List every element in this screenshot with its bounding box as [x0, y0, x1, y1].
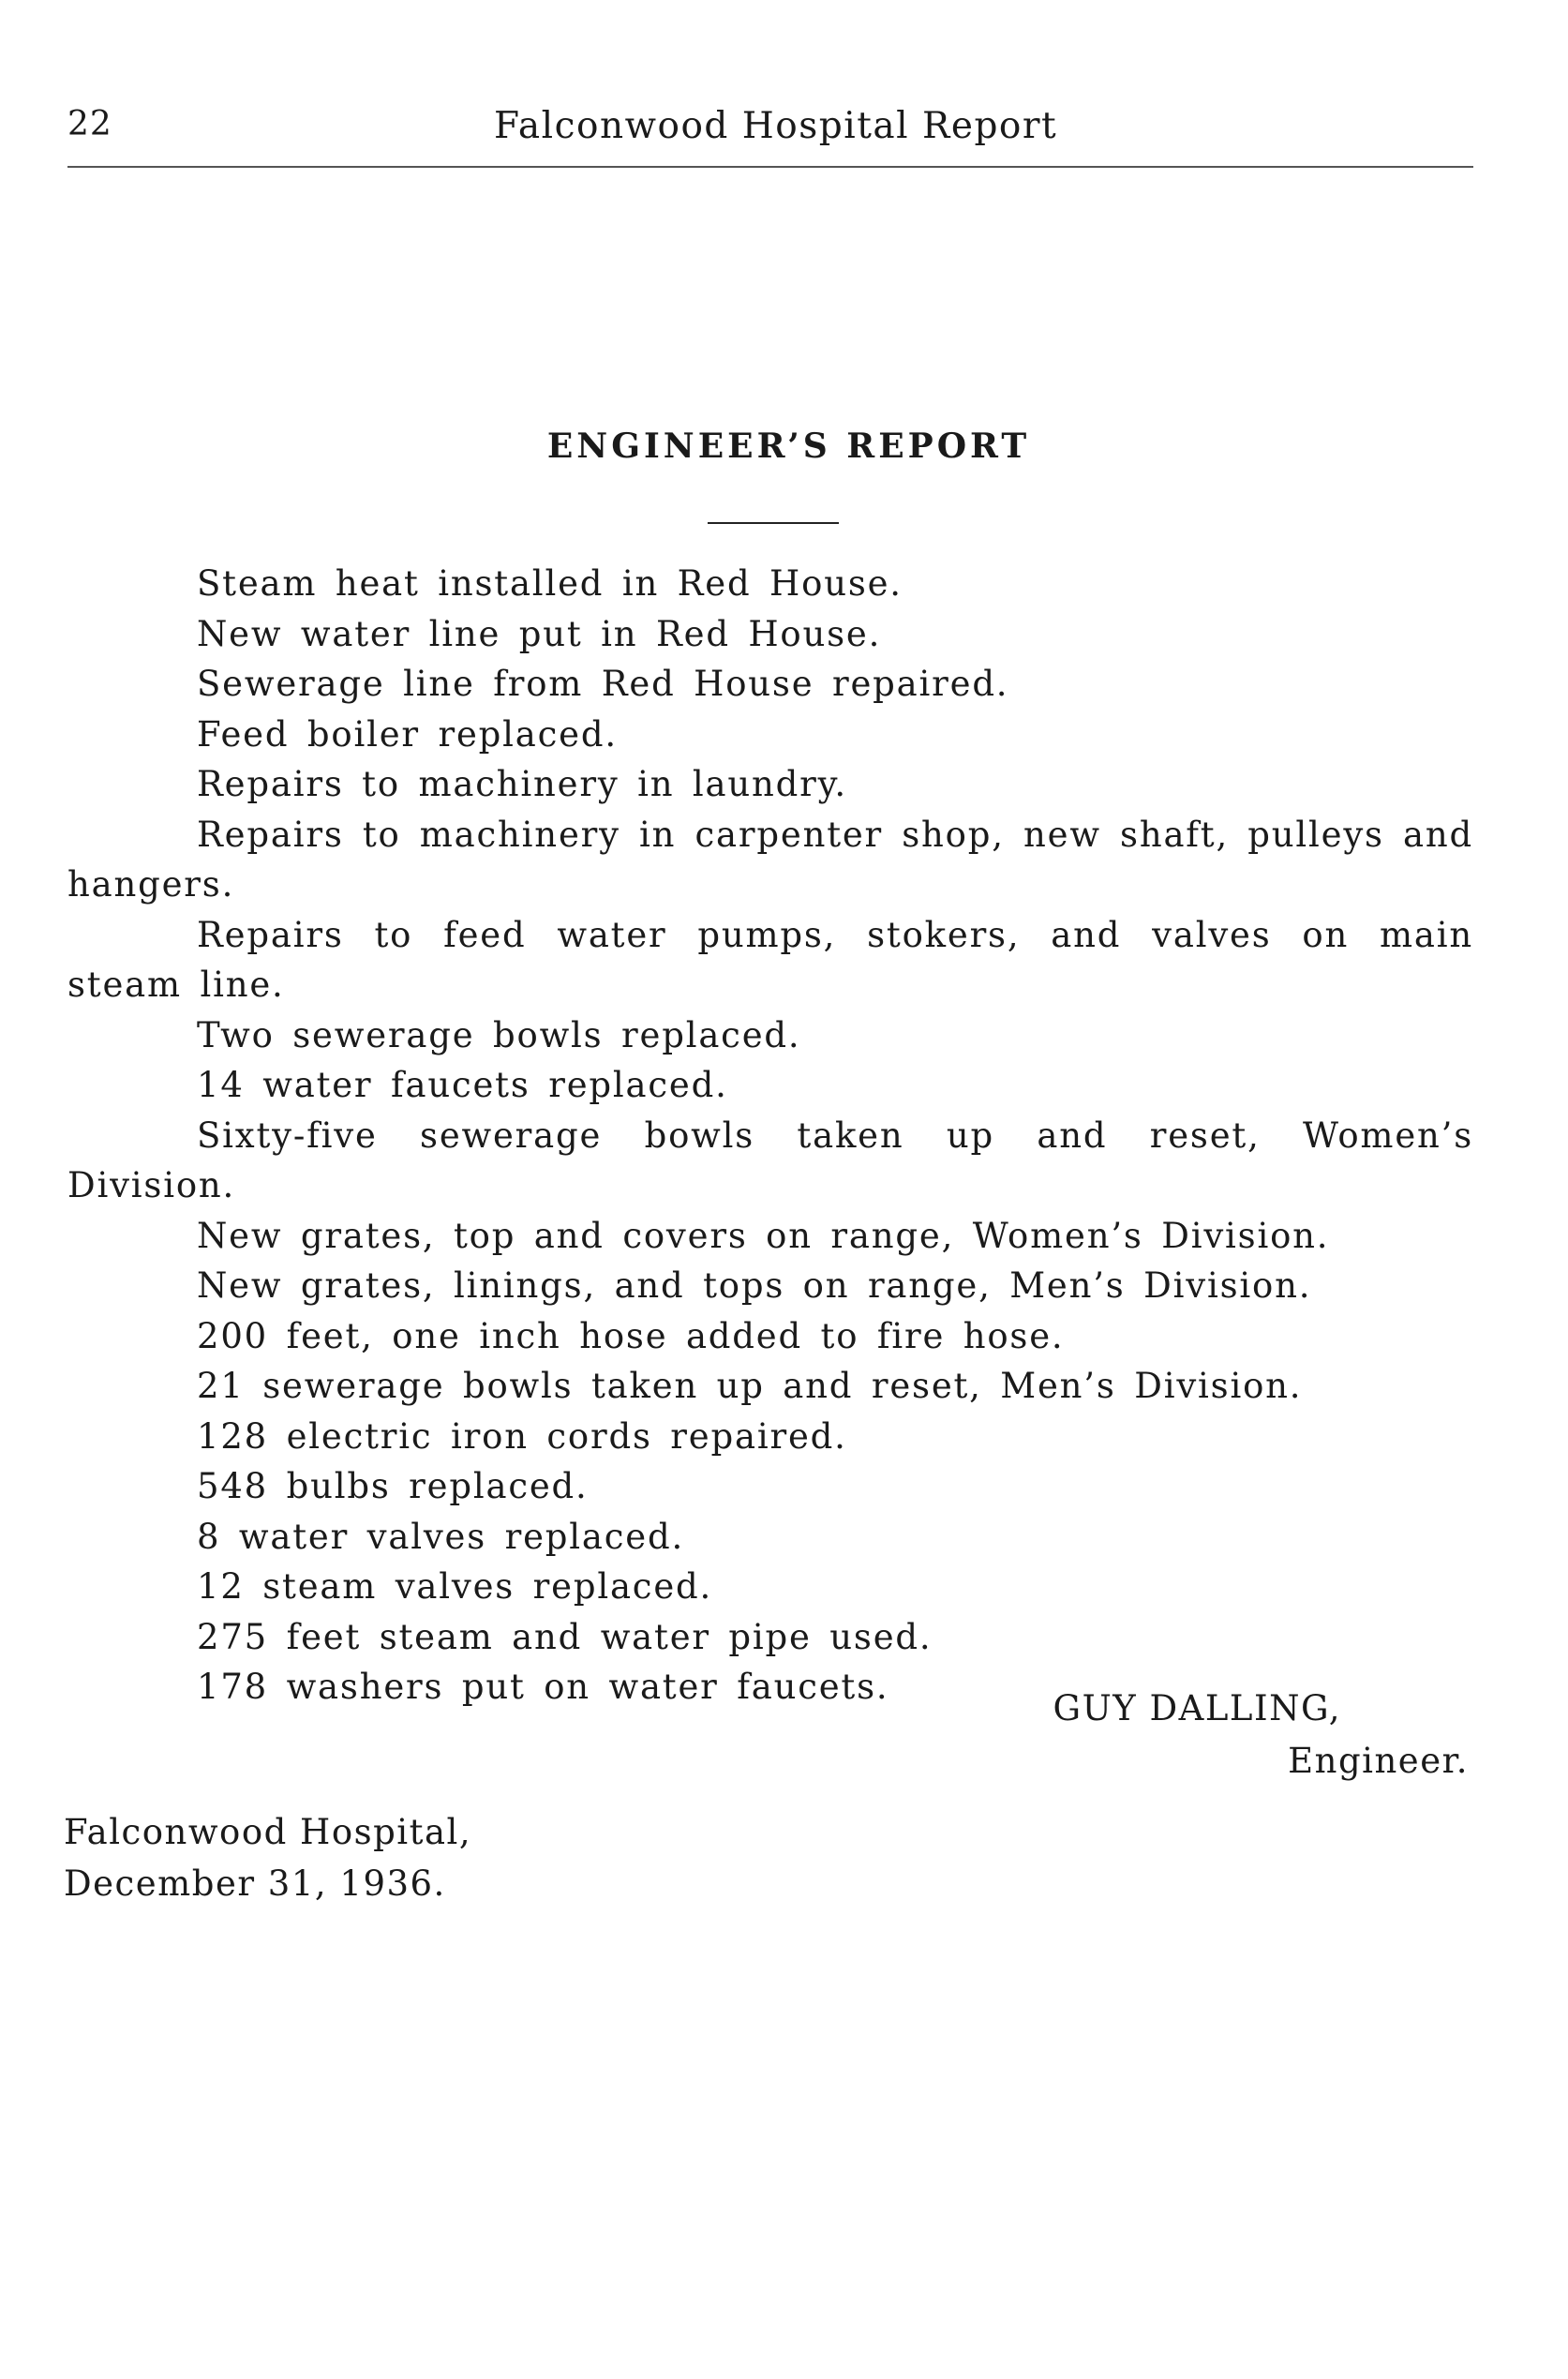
list-item: Feed boiler replaced. — [197, 713, 618, 755]
header-divider — [67, 166, 1473, 168]
list-item: 8 water valves replaced. — [197, 1516, 685, 1557]
list-item: 21 sewerage bowls taken up and reset, Men’s Division. — [197, 1366, 1303, 1406]
page-number: 22 — [67, 105, 112, 143]
list-item: 14 water faucets replaced. — [197, 1065, 728, 1105]
list-item: New water line put in Red House. — [197, 613, 882, 654]
list-item: Repairs to feed water pumps, stokers, and valves on main steam line. — [67, 914, 1473, 1005]
report-items-list — [67, 559, 1473, 1713]
list-item: 178 washers put on water faucets. — [197, 1667, 889, 1707]
list-item: Sixty-five sewerage bowls taken up and reset, Women’s Division. — [67, 1115, 1473, 1205]
list-item: 128 electric iron cords repaired. — [197, 1415, 847, 1457]
list-item: New grates, top and covers on range, Women’s Division. — [197, 1215, 1330, 1256]
title-divider — [708, 522, 839, 524]
list-item: 200 feet, one inch hose added to fire hose. — [197, 1315, 1065, 1356]
report-title: ENGINEER’S REPORT — [546, 426, 1031, 466]
list-item: 12 steam valves replaced. — [197, 1566, 713, 1607]
list-item: Sewerage line from Red House repaired. — [197, 664, 1009, 704]
signature-name: GUY DALLING, — [1053, 1688, 1341, 1728]
list-item: Repairs to machinery in laundry. — [197, 764, 847, 804]
signature-block — [67, 1683, 1469, 1788]
list-item: Steam heat installed in Red House. — [197, 563, 903, 604]
dateline-date: December 31, 1936. — [64, 1863, 446, 1904]
list-item: 275 feet steam and water pipe used. — [197, 1616, 933, 1657]
dateline — [64, 1806, 471, 1909]
signature-role: Engineer. — [1288, 1741, 1469, 1781]
page-header — [67, 105, 1473, 161]
list-item: New grates, linings, and tops on range, Men’s Division. — [197, 1265, 1312, 1306]
list-item: Repairs to machinery in carpenter shop, new shaft, pulleys and hangers. — [67, 814, 1473, 905]
list-item: 548 bulbs replaced. — [197, 1466, 589, 1506]
running-title: Falconwood Hospital Report — [494, 105, 1058, 147]
list-item: Two sewerage bowls replaced. — [197, 1014, 801, 1055]
dateline-place: Falconwood Hospital, — [64, 1812, 472, 1852]
